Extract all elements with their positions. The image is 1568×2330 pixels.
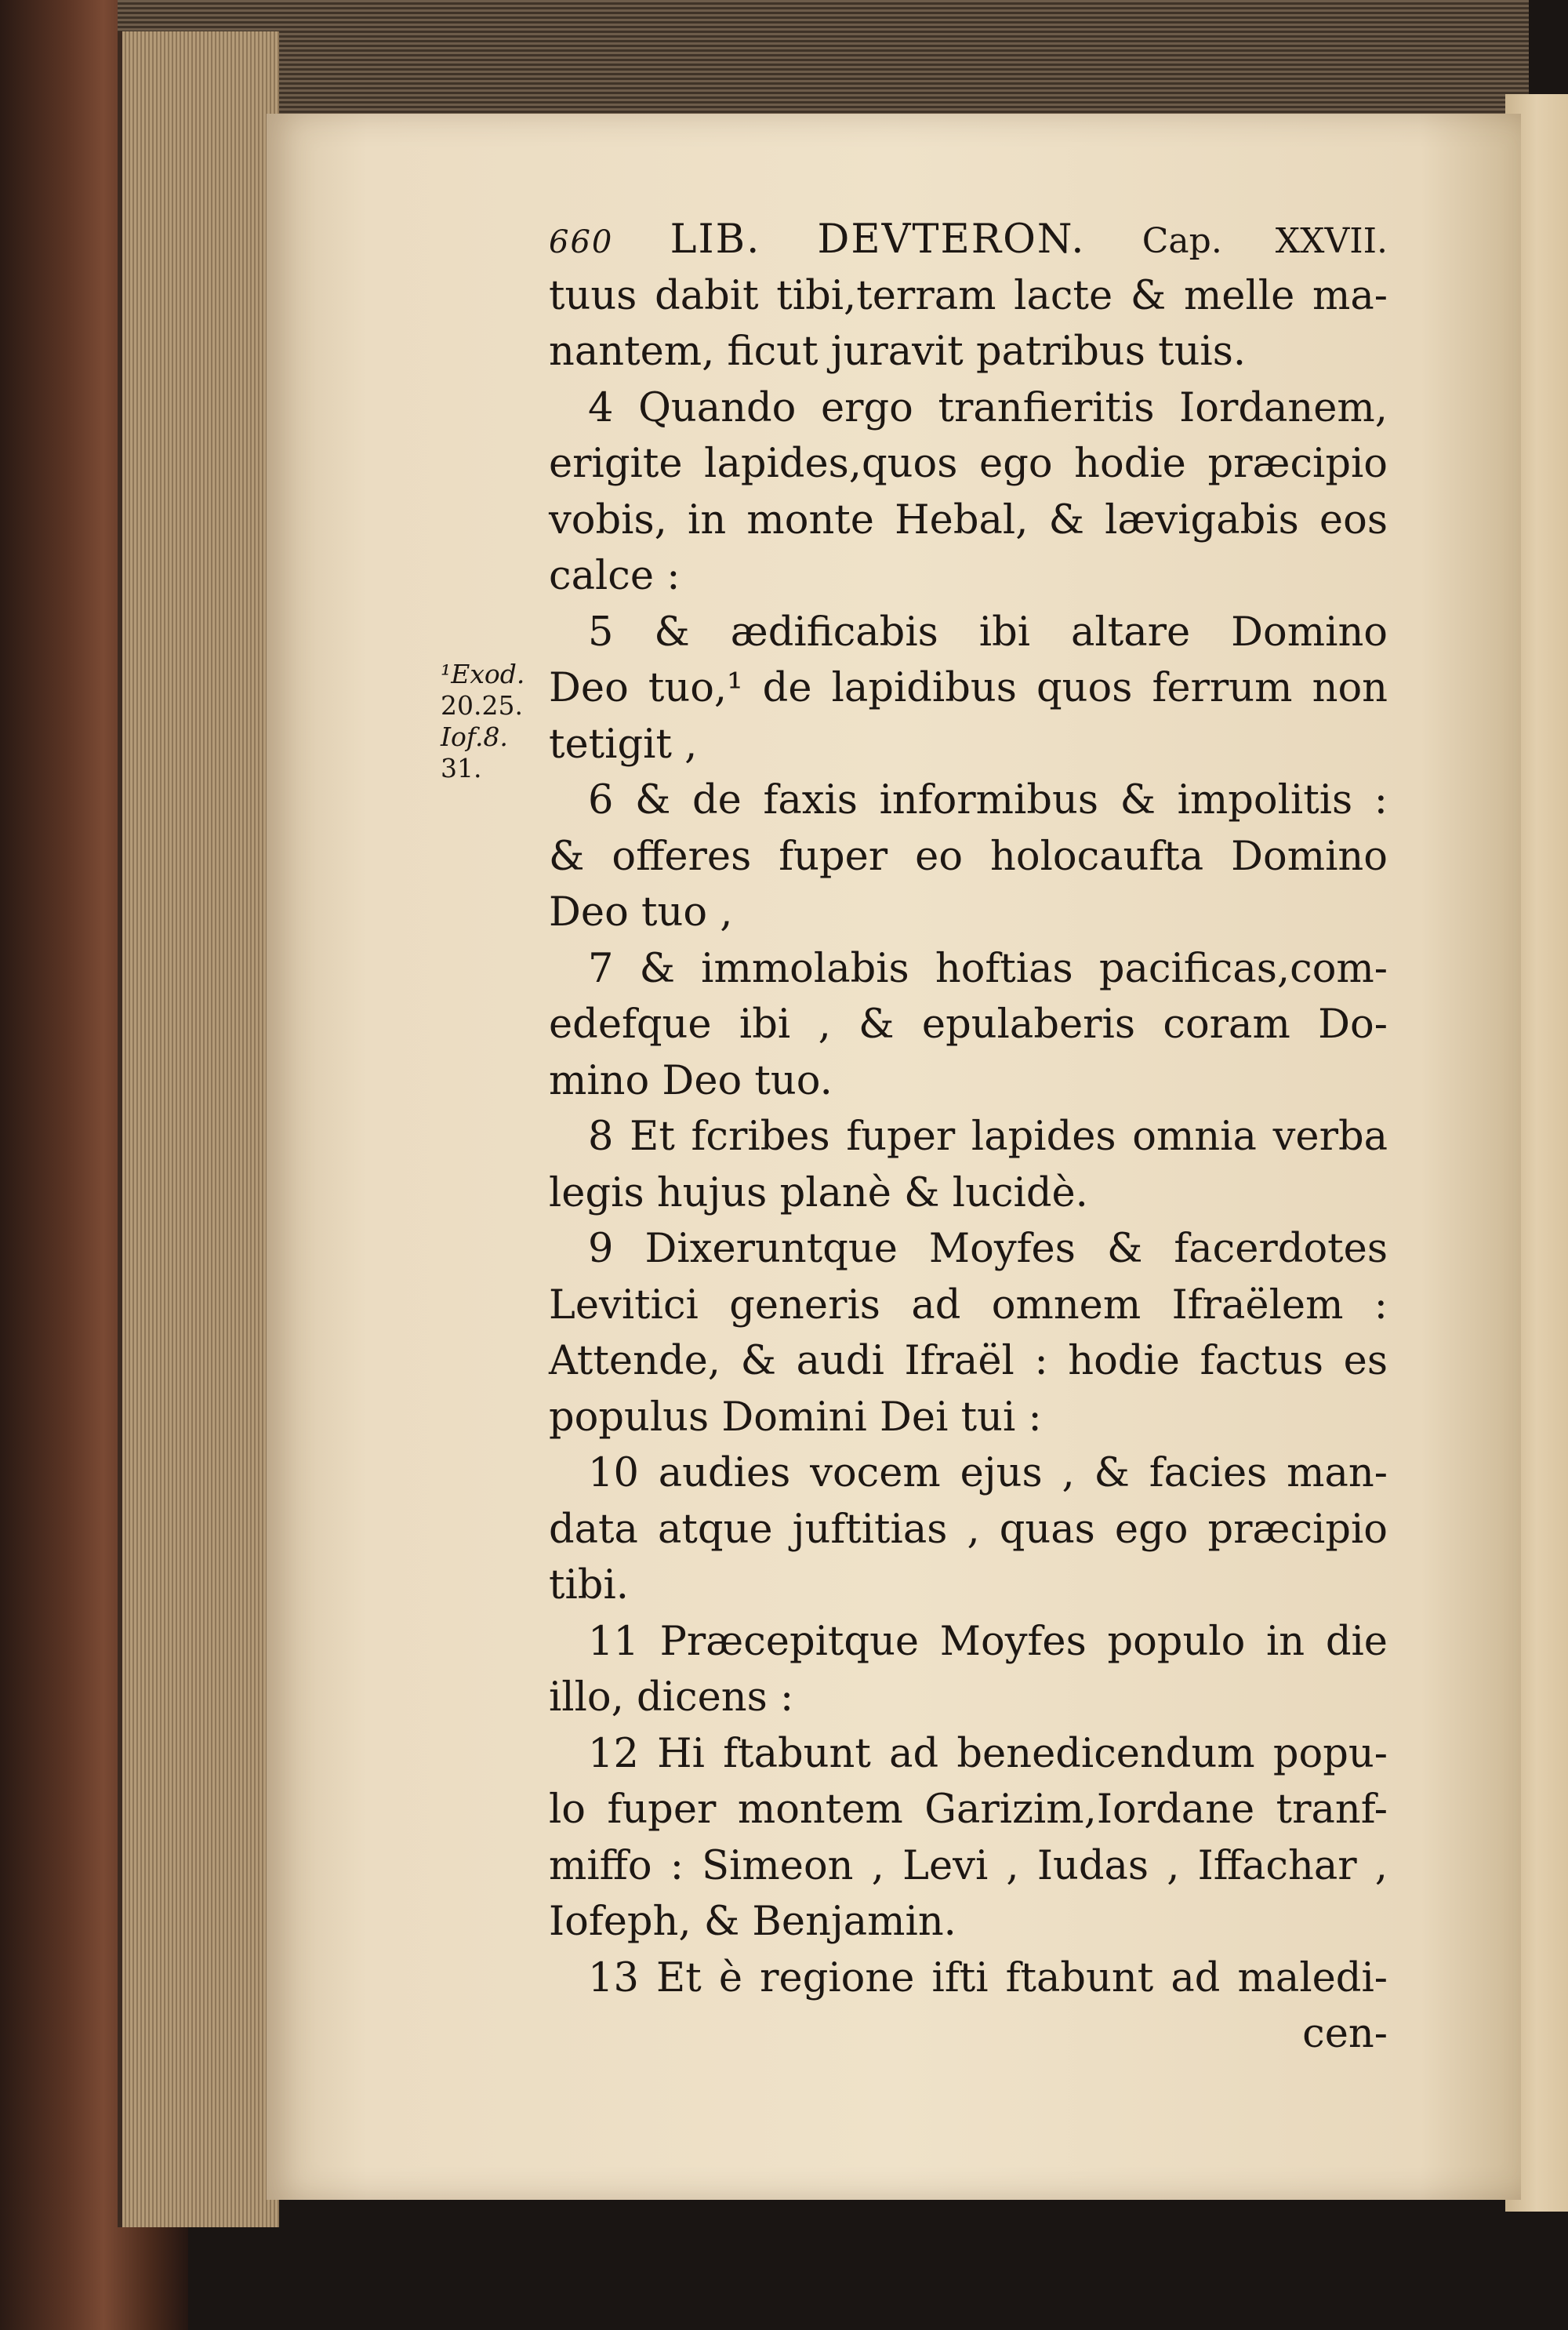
verse-6: 6 & de faxis informibus & impolitis :: [588, 777, 1388, 823]
page-number: 660: [549, 224, 614, 260]
margin-ref-line: Iof.8.: [441, 722, 508, 752]
verse-12: 12 Hi ftabunt ad benedicendum popu-: [588, 1730, 1388, 1777]
text-line: Attende, & audi Ifraël : hodie factus es: [549, 1338, 1388, 1384]
margin-ref-line: 20.25.: [441, 690, 523, 721]
text-line: calce :: [549, 553, 681, 599]
text-line: tuus dabit tibi,terram lacte & melle ma-: [549, 272, 1388, 319]
verse-5: 5 & ædificabis ibi altare Domino: [588, 609, 1388, 656]
text-line: edefque ibi , & epulaberis coram Do-: [549, 1001, 1388, 1048]
running-title: LIB. DEVTERON.: [670, 216, 1086, 263]
margin-ref-line: 31.: [441, 753, 482, 783]
text-line: Deo tuo ,: [549, 889, 733, 936]
verse-13: 13 Et è regione ifti ftabunt ad maledi-: [588, 1954, 1388, 2001]
text-line: lo fuper montem Garizim,Iordane tranf-: [549, 1787, 1388, 1833]
text-line: legis hujus planè & lucidè.: [549, 1169, 1088, 1216]
verse-11: 11 Præcepitque Moyfes populo in die: [588, 1618, 1388, 1665]
margin-reference: [441, 659, 546, 784]
text-line: Iofeph, & Benjamin.: [549, 1899, 956, 1945]
verse-9: 9 Dixeruntque Moyfes & facerdotes: [588, 1226, 1388, 1272]
text-line: & offeres fuper eo holocaufta Domino: [549, 833, 1388, 880]
text-line: tibi.: [549, 1562, 629, 1608]
text-line: tetigit ,: [549, 721, 698, 768]
verse-8: 8 Et fcribes fuper lapides omnia verba: [588, 1114, 1388, 1160]
verse-10: 10 audies vocem ejus , & facies man-: [588, 1450, 1388, 1496]
text-line: Deo tuo,¹ de lapidibus quos ferrum non: [549, 665, 1388, 711]
page-edges-left: [118, 31, 279, 2227]
catchword: cen-: [1302, 2011, 1388, 2057]
text-line: mino Deo tuo.: [549, 1057, 833, 1104]
text-line: erigite lapides,quos ego hodie præcipio: [549, 441, 1388, 487]
running-header: [549, 212, 1388, 268]
text-line: miffo : Simeon , Levi , Iudas , Iffachar ,: [549, 1842, 1388, 1889]
text-line: data atque juftitias , quas ego præcipio: [549, 1506, 1388, 1553]
text-line: Levitici generis ad omnem Ifraëlem :: [549, 1281, 1388, 1329]
verse-7: 7 & immolabis hoftias pacificas,com-: [588, 945, 1388, 992]
page-edges-top: [118, 0, 1529, 118]
margin-ref-line: ¹Exod.: [441, 659, 525, 689]
text-line: nantem, ficut juravit patribus tuis.: [549, 329, 1247, 375]
text-line: illo, dicens :: [549, 1674, 794, 1721]
text-line: vobis, in monte Hebal, & lævigabis eos: [549, 496, 1388, 543]
text-line: populus Domini Dei tui :: [549, 1394, 1042, 1441]
chapter-label: Cap. XXVII.: [1142, 221, 1388, 261]
page-text: [549, 212, 1388, 2063]
verse-4: 4 Quando ergo tranfieritis Iordanem,: [588, 384, 1388, 431]
